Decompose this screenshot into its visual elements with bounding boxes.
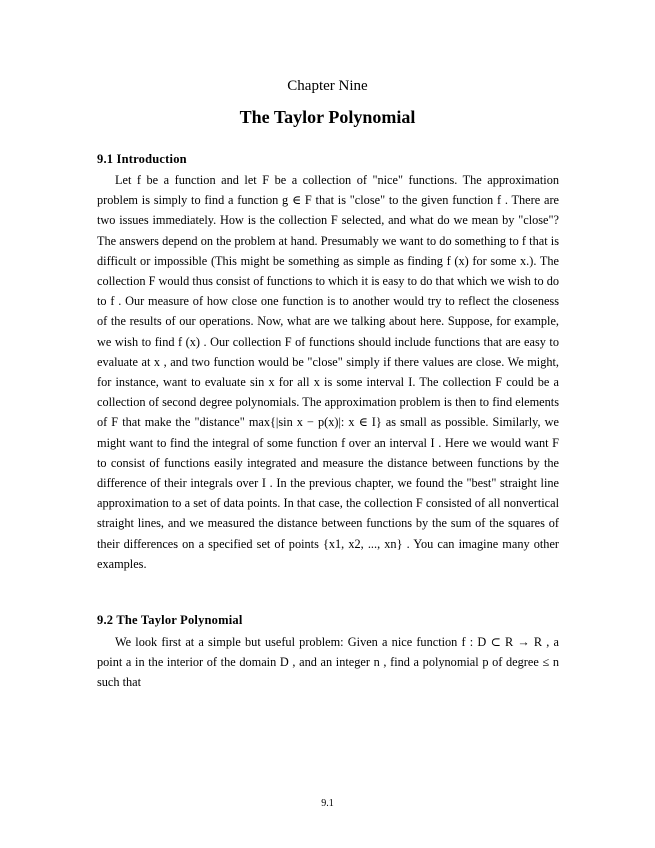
taylor-polynomial-paragraph: We look first at a simple but useful problem: Given a nice function f : D ⊂ R → R , a point a in the interior of the domain D , and an integer n , find a polynomial p of degree ≤ n such that <box>97 635 559 690</box>
chapter-title: The Taylor Polynomial <box>239 107 416 127</box>
page-number: 9.1 <box>321 798 334 809</box>
section-heading-introduction: 9.1 Introduction <box>97 152 187 166</box>
introduction-paragraph: Let f be a function and let F be a collection of "nice" functions. The approximation problem is simply to find a function g ∈ F that is "close" to the given function f . There are two issues immediately. How is the collection F selected, and what do we mean by "close"? The answers depend on the problem at hand. Presumably we want to do something to f that is difficult or impossible (This might be something as simple as finding f (x) for some x.). The collection F would thus consist of functions to which it is easy to do that which we wish to do to f . Our measure of how close one function is to another would try to reflect the closeness of the results of our operations. Now, what are we talking about here. Suppose, for example, we wish to find f (x) . Our collection F of functions should include functions that are easy to evaluate at x , and two function would be "close" simply if there values are close. We might, for instance, want to evaluate sin x for all x is some interval I. The collection F could be a collection of second degree polynomials. The approximation problem is then to find elements of F that make the "distance" max{|sin x − p(x)|: x ∈ I} as small as possible. Similarly, we might want to find the integral of some function f over an interval I . Here we would want F to consist of functions easily integrated and measure the distance between functions by the difference of their integrals over I . In the previous chapter, we found the "best" straight line approximation to a set of data points. In that case, the collection F consisted of all nonvertical straight lines, and we measured the distance between functions by the sum of the squares of their differences on a specified set of points {x1, x2, ..., xn} . You can imagine many other examples. <box>97 173 559 571</box>
section-heading-taylor-polynomial: 9.2 The Taylor Polynomial <box>97 613 243 627</box>
chapter-label: Chapter Nine <box>287 78 368 94</box>
